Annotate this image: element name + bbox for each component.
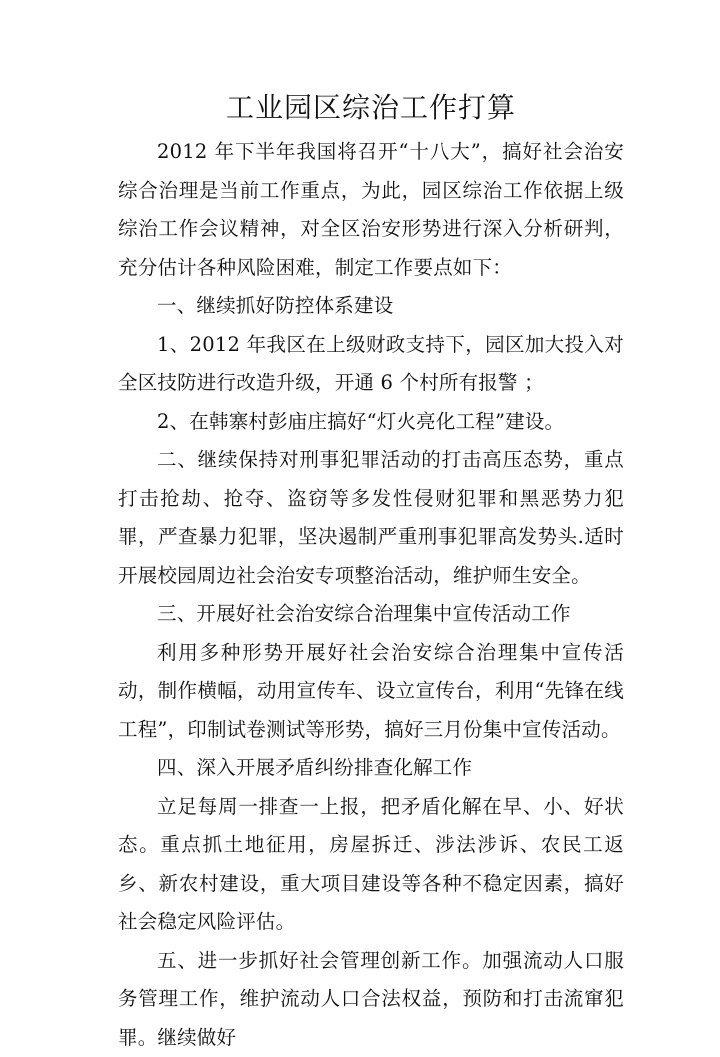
body-paragraph-3: 利用多种形势开展好社会治安综合治理集中宣传活动，制作横幅，动用宣传车、设立宣传台，利用“先锋在线工程”，印制试卷测试等形势，搞好三月份集中宣传活动。 bbox=[118, 634, 624, 750]
section-heading-4: 四、深入开展矛盾纠纷排查化解工作 bbox=[118, 749, 624, 788]
body-paragraph-4: 立足每周一排查一上报，把矛盾化解在早、小、好状态。重点抓土地征用，房屋拆迁、涉法涉诉、农民工返乡、新农村建设，重大项目建设等各种不稳定因素，搞好社会稳定风险评估。 bbox=[118, 788, 624, 942]
section-paragraph-2: 二、继续保持对刑事犯罪活动的打击高压态势，重点打击抢劫、抢夺、盗窃等多发性侵财犯罪和黑恶势力犯罪，严查暴力犯罪，坚决遏制严重刑事犯罪高发势头.适时开展校园周边社会治安专项整治活动，维护师生安全。 bbox=[118, 441, 624, 595]
intro-paragraph: 2012 年下半年我国将召开“十八大”，搞好社会治安综合治理是当前工作重点，为此，园区综治工作依据上级综治工作会议精神，对全区治安形势进行深入分析研判，充分估计各种风险困难，制定工作要点如下： bbox=[118, 133, 624, 287]
document-title: 工业园区综治工作打算 bbox=[118, 88, 624, 128]
section-paragraph-5: 五、进一步抓好社会管理创新工作。加强流动人口服务管理工作，维护流动人口合法权益，预防和打击流窜犯罪。继续做好 bbox=[118, 942, 624, 1057]
section-heading-3: 三、开展好社会治安综合治理集中宣传活动工作 bbox=[118, 595, 624, 634]
item-paragraph-2: 2、在韩寨村彭庙庄搞好“灯火亮化工程”建设。 bbox=[118, 403, 624, 442]
section-heading-1: 一、继续抓好防控体系建设 bbox=[118, 287, 624, 326]
item-paragraph-1: 1、2012 年我区在上级财政支持下，园区加大投入对全区技防进行改造升级，开通 6 个村所有报警 ； bbox=[118, 326, 624, 403]
